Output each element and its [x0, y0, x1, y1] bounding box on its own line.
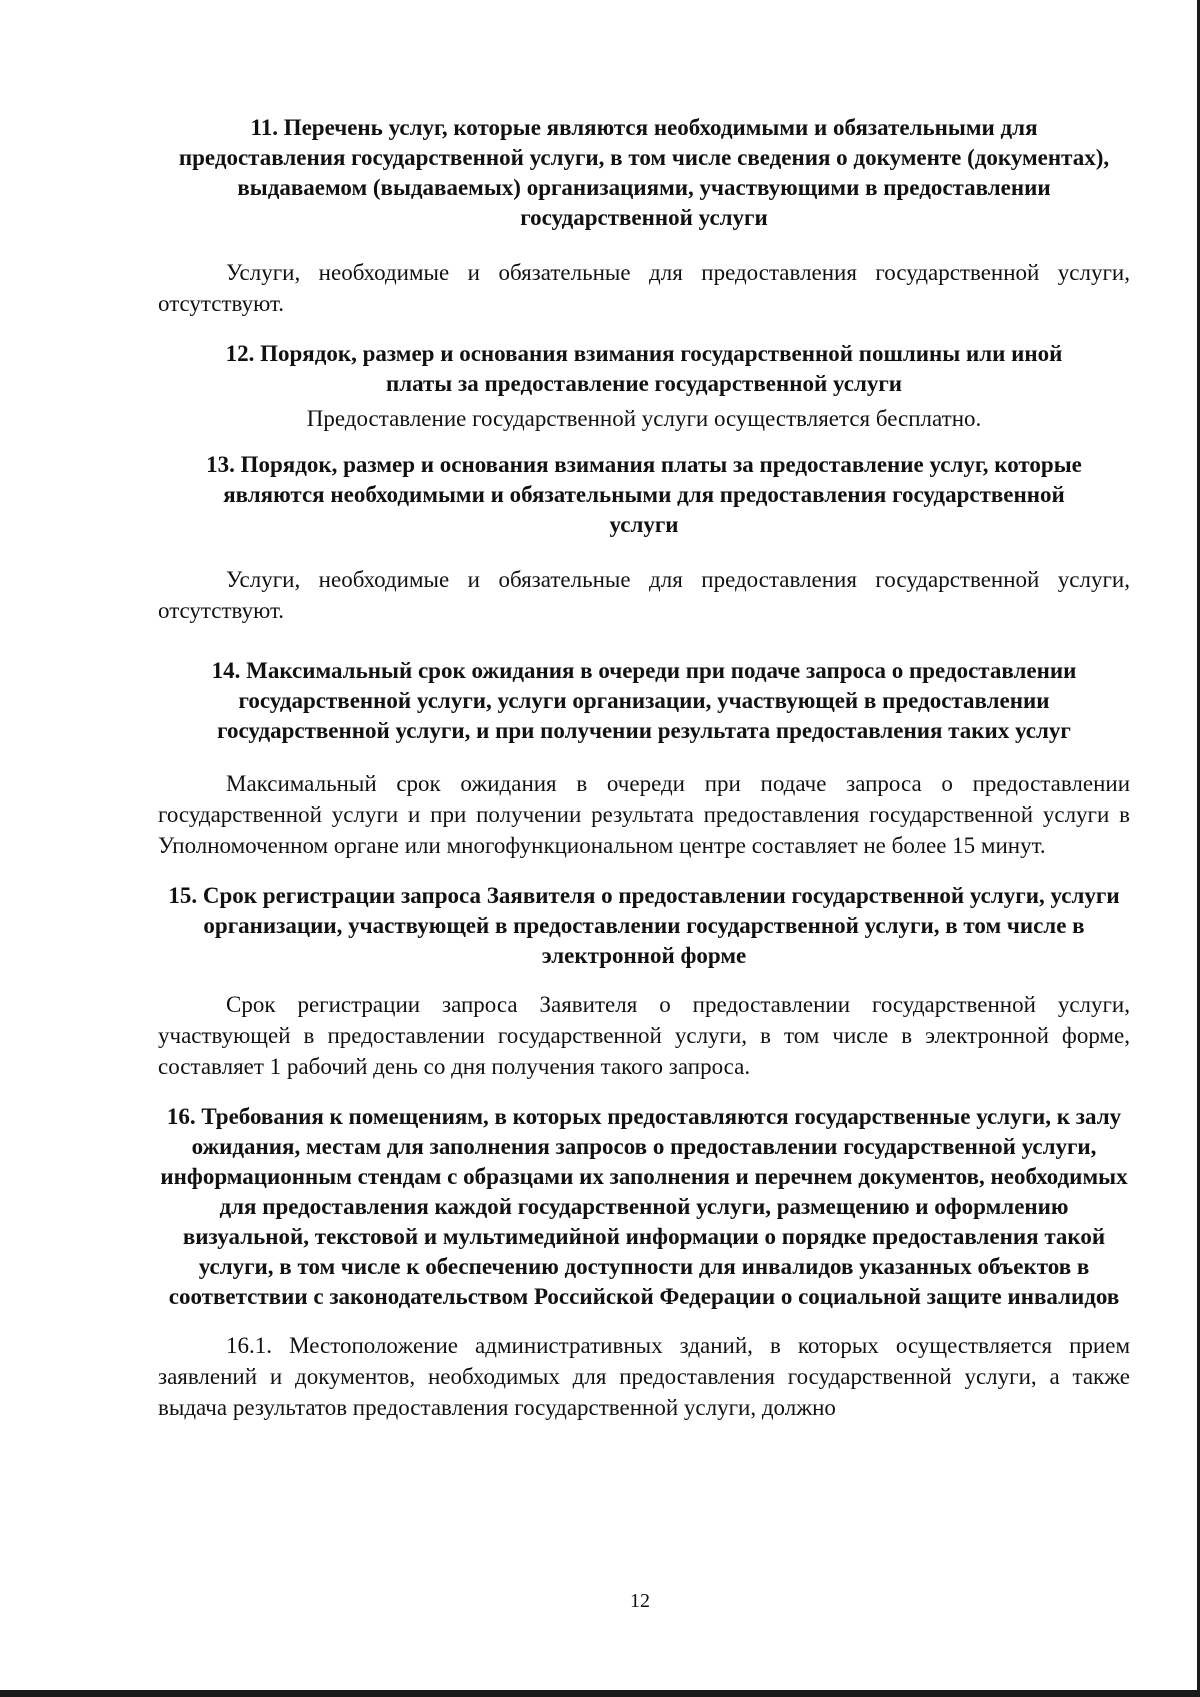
section-13	[158, 450, 1130, 626]
scan-edge-bottom	[0, 1690, 1200, 1697]
section-13-body: Услуги, необходимые и обязательные для предоставления государственной услуги, отсутствуют.	[158, 567, 1130, 623]
section-13-heading: 13. Порядок, размер и основания взимания платы за предоставление услуг, которые являются необходимыми и обязательными для предоставления государственной услуги	[206, 452, 1082, 537]
section-11-heading: 11. Перечень услуг, которые являются необходимыми и обязательными для предоставления государственной услуги, в том числе сведения о документе (документах), выдаваемом (выдаваемых) организациями, участвующими в предоставлении государственной услуги	[178, 115, 1110, 230]
section-12-body: Предоставление государственной услуги осуществляется бесплатно.	[306, 406, 982, 431]
section-11	[158, 113, 1130, 319]
page-number: 12	[630, 1590, 650, 1612]
section-15	[158, 881, 1130, 1082]
section-15-heading: 15. Срок регистрации запроса Заявителя о предоставлении государственной услуги, услуги организации, участвующей в предоставлении государственной услуги, в том числе в электронной форме	[168, 883, 1120, 968]
section-16	[158, 1102, 1130, 1423]
section-14	[158, 656, 1130, 861]
section-12-heading: 12. Порядок, размер и основания взимания государственной пошлины или иной платы за предоставление государственной услуги	[225, 341, 1063, 396]
document-page	[158, 113, 1130, 1423]
section-11-body: Услуги, необходимые и обязательные для предоставления государственной услуги, отсутствуют.	[158, 260, 1130, 316]
section-14-heading: 14. Максимальный срок ожидания в очереди при подаче запроса о предоставлении государственной услуги, услуги организации, участвующей в предоставлении государственной услуги, и при получении результата предоставления таких услуг	[211, 658, 1077, 743]
section-16-heading: 16. Требования к помещениям, в которых предоставляются государственные услуги, к залу ожидания, местам для заполнения запросов о предоставлении государственной услуги, информационным стендам с образцами их заполнения и перечнем документов, необходимых для предоставления каждой государственной услуги, размещению и оформлению визуальной, текстовой и мультимедийной информации о порядке предоставления такой услуги, в том числе к обеспечению доступности для инвалидов указанных объектов в соответствии с законодательством Российской Федерации о социальной защите инвалидов	[160, 1104, 1128, 1309]
section-14-body: Максимальный срок ожидания в очереди при подаче запроса о предоставлении государственной услуги и при получении результата предоставления государственной услуги в Уполномоченном органе или многофункциональном центре составляет не более 15 минут.	[158, 771, 1130, 858]
section-15-body: Срок регистрации запроса Заявителя о предоставлении государственной услуги, участвующей в предоставлении государственной услуги, в том числе в электронной форме, составляет 1 рабочий день со дня получения такого запроса.	[158, 992, 1130, 1079]
section-16-body: 16.1. Местоположение административных зданий, в которых осуществляется прием заявлений и документов, необходимых для предоставления государственной услуги, а также выдача результатов предоставления государственной услуги, должно	[158, 1333, 1130, 1420]
section-12	[158, 339, 1130, 434]
